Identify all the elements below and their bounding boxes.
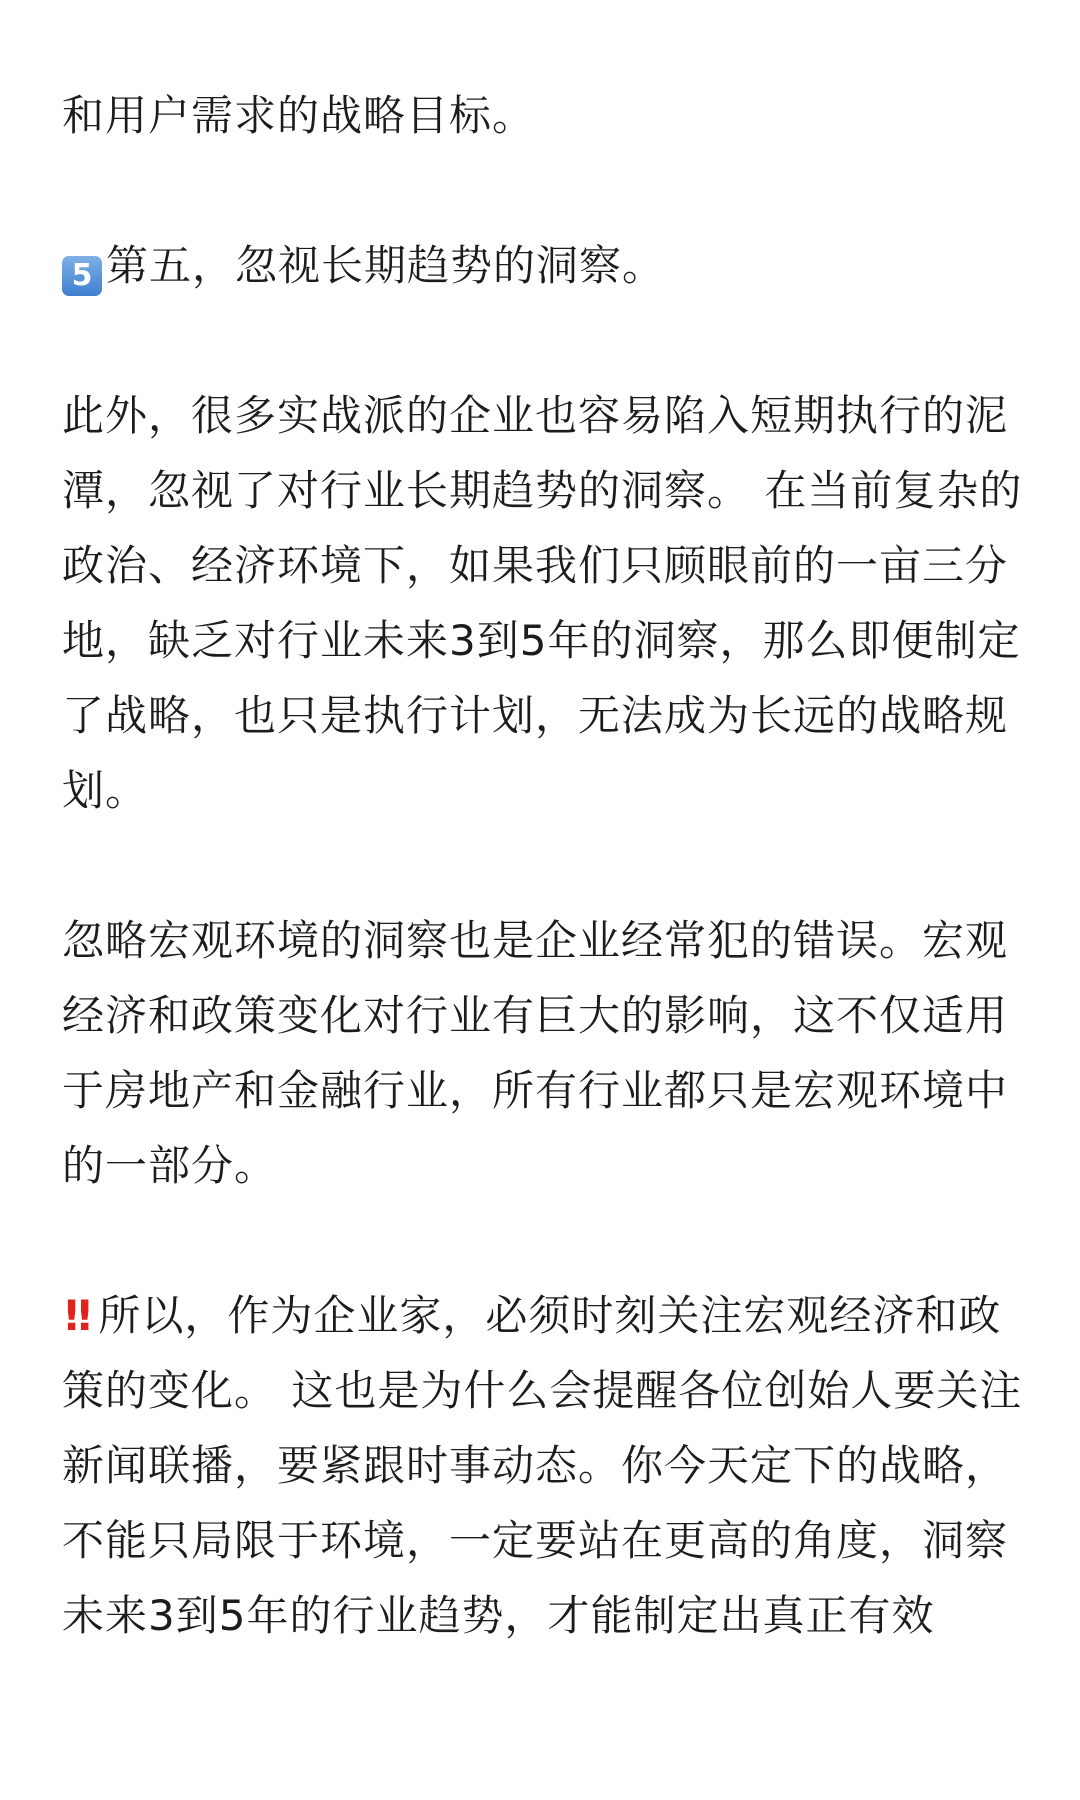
paragraph-long-term-trends <box>62 378 1032 828</box>
paragraph-text: 所以，作为企业家，必须时刻关注宏观经济和政策的变化。 这也是为什么会提醒各位创始人要关注新闻联播，要紧跟时事动态。你今天定下的战略，不能只局限于环境，一定要站在更高的角度，洞察未来3到5年的行业趋势，才能制定出真正有效 <box>62 1291 1023 1640</box>
paragraph-text: 忽略宏观环境的洞察也是企业经常犯的错误。宏观经济和政策变化对行业有巨大的影响，这不仅适用于房地产和金融行业，所有行业都只是宏观环境中的一部分。 <box>62 916 1009 1190</box>
paragraph-text: 和用户需求的战略目标。 <box>62 91 536 140</box>
paragraph-macro-environment <box>62 903 1032 1203</box>
paragraph-conclusion <box>62 1278 1032 1653</box>
section-heading-text: 第五，忽视长期趋势的洞察。 <box>106 241 666 290</box>
paragraph-text: 此外，很多实战派的企业也容易陷入短期执行的泥潭，忽视了对行业长期趋势的洞察。 在当前复杂的政治、经济环境下，如果我们只顾眼前的一亩三分地，缺乏对行业未来3到5年的洞察，那么即便制定了战略，也只是执行计划，无法成为长远的战略规划。 <box>62 391 1023 815</box>
keycap-5-icon: 5 <box>62 256 102 296</box>
double-exclamation-icon: !! <box>62 1291 89 1340</box>
section-heading-5 <box>62 228 1032 303</box>
paragraph-continuation <box>62 78 1032 153</box>
article-body <box>62 78 1032 1653</box>
